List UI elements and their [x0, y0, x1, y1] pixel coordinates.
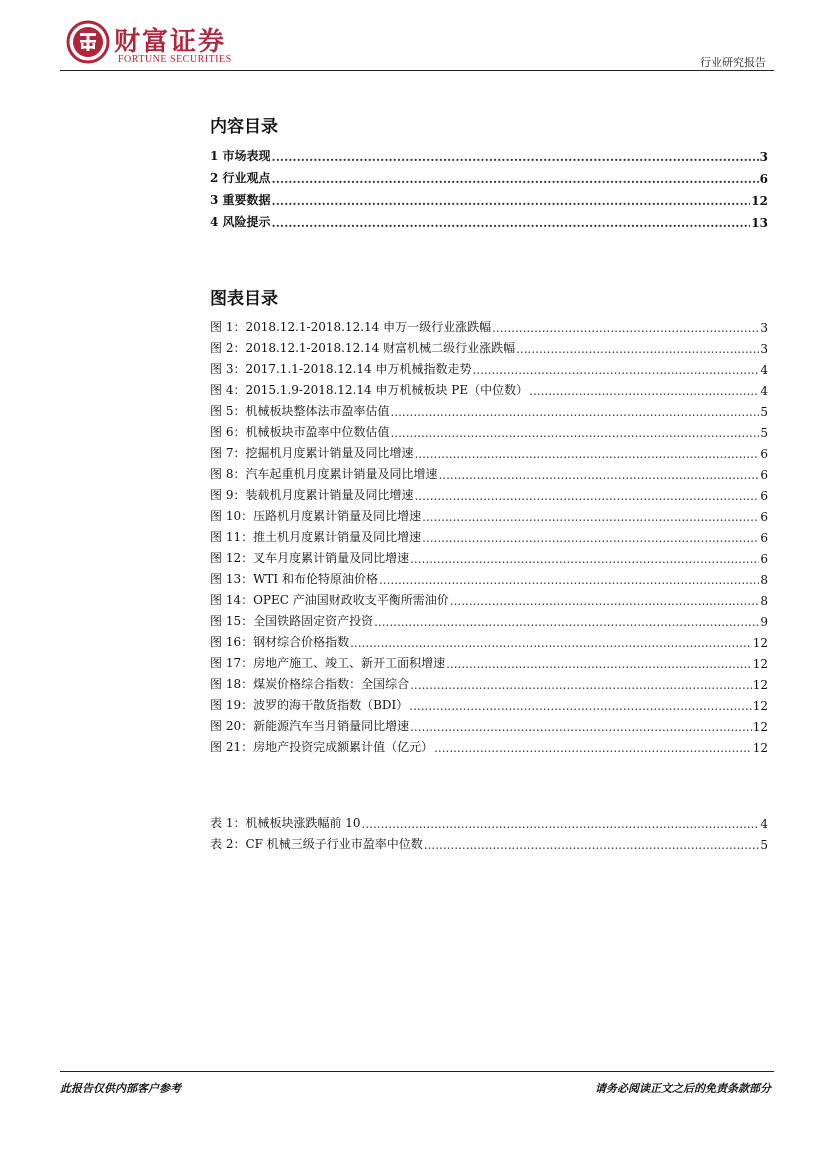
figure-entry-10[interactable] [210, 503, 768, 524]
figure-entry-label: 图 3：2017.1.1-2018.12.14 申万机械指数走势 [210, 362, 472, 376]
figure-entry-page: 12 [752, 657, 768, 671]
toc-leader [472, 363, 759, 377]
table-entry-label: 表 1：机械板块涨跌幅前 10 [210, 816, 361, 830]
figure-entry-page: 12 [752, 699, 768, 713]
figure-entry-11[interactable] [210, 524, 768, 545]
figure-entry-12[interactable] [210, 545, 768, 566]
figure-entry-page: 3 [760, 342, 768, 356]
toc-entry-page: 6 [759, 172, 768, 186]
figure-entry-page: 6 [760, 552, 768, 566]
header-divider [60, 70, 774, 71]
figure-entry-3[interactable] [210, 356, 768, 377]
fortune-seal-icon [66, 20, 110, 64]
figure-entry-1[interactable] [210, 314, 768, 335]
toc-leader [374, 615, 759, 629]
figure-entry-page: 6 [760, 447, 768, 461]
toc-leader [409, 699, 751, 713]
figures-list [210, 314, 768, 755]
figure-entry-label: 图 2：2018.12.1-2018.12.14 财富机械二级行业涨跌幅 [210, 341, 516, 355]
figure-entry-page: 8 [760, 594, 768, 608]
toc-leader [410, 552, 759, 566]
toc-entry-3[interactable] [210, 186, 768, 208]
toc-leader [272, 172, 759, 186]
toc-leader [422, 531, 759, 545]
toc-leader [529, 384, 759, 398]
toc-leader [410, 720, 752, 734]
figure-entry-16[interactable] [210, 629, 768, 650]
figure-entry-page: 4 [760, 384, 768, 398]
toc-entry-1[interactable] [210, 142, 768, 164]
brand-name-cn: 财富证券 [114, 27, 227, 57]
table-entry-page: 4 [760, 817, 768, 831]
figures-title: 图表目录 [210, 289, 278, 309]
figure-entry-page: 6 [760, 468, 768, 482]
toc-leader [362, 817, 760, 831]
company-logo [60, 18, 260, 68]
brand-name-en: FORTUNE SECURITIES [118, 54, 232, 65]
report-type: 行业研究报告 [700, 56, 766, 69]
figure-entry-page: 6 [760, 510, 768, 524]
figure-entry-label: 图 1：2018.12.1-2018.12.14 申万一级行业涨跌幅 [210, 320, 492, 334]
figure-entry-label: 图 21：房地产投资完成额累计值（亿元） [210, 740, 434, 754]
figure-entry-label: 图 10：压路机月度累计销量及同比增速 [210, 509, 422, 523]
toc-entry-page: 13 [751, 216, 768, 230]
figure-entry-page: 3 [760, 321, 768, 335]
figure-entry-9[interactable] [210, 482, 768, 503]
figure-entry-14[interactable] [210, 587, 768, 608]
contents-title: 内容目录 [210, 117, 278, 137]
figure-entry-label: 图 20：新能源汽车当月销量同比增速 [210, 719, 410, 733]
toc-leader [272, 194, 751, 208]
footer-disclaimer-left: 此报告仅供内部客户参考 [60, 1082, 181, 1095]
toc-leader [390, 426, 759, 440]
figure-entry-label: 图 15：全国铁路固定资产投资 [210, 614, 374, 628]
figure-entry-19[interactable] [210, 692, 768, 713]
figure-entry-page: 5 [760, 426, 768, 440]
figure-entry-label: 图 9：装载机月度累计销量及同比增速 [210, 488, 414, 502]
figure-entry-7[interactable] [210, 440, 768, 461]
figure-entry-label: 图 14：OPEC 产油国财政收支平衡所需油价 [210, 593, 449, 607]
toc-leader [450, 594, 760, 608]
figure-entry-label: 图 12：叉车月度累计销量及同比增速 [210, 551, 410, 565]
toc-leader [422, 510, 759, 524]
toc-leader [414, 489, 759, 503]
figure-entry-page: 6 [760, 489, 768, 503]
toc-leader [379, 573, 759, 587]
figure-entry-page: 8 [760, 573, 768, 587]
figure-entry-page: 12 [752, 678, 768, 692]
figure-entry-8[interactable] [210, 461, 768, 482]
figure-entry-label: 图 18：煤炭价格综合指数：全国综合 [210, 677, 410, 691]
figure-entry-label: 图 19：波罗的海干散货指数（BDI） [210, 698, 409, 712]
page-header [60, 18, 770, 68]
toc-leader [438, 468, 759, 482]
figure-entry-page: 5 [760, 405, 768, 419]
figure-entry-17[interactable] [210, 650, 768, 671]
figure-entry-13[interactable] [210, 566, 768, 587]
tables-list [210, 810, 768, 852]
figure-entry-label: 图 4：2015.1.9-2018.12.14 申万机械板块 PE（中位数） [210, 383, 529, 397]
toc-leader [272, 216, 751, 230]
footer-divider [60, 1071, 774, 1072]
figure-entry-4[interactable] [210, 377, 768, 398]
toc-leader [272, 150, 759, 164]
figure-entry-label: 图 8：汽车起重机月度累计销量及同比增速 [210, 467, 438, 481]
figure-entry-15[interactable] [210, 608, 768, 629]
table-entry-1[interactable] [210, 810, 768, 831]
table-entry-label: 表 2：CF 机械三级子行业市盈率中位数 [210, 837, 423, 851]
figure-entry-6[interactable] [210, 419, 768, 440]
figure-entry-label: 图 11：推土机月度累计销量及同比增速 [210, 530, 422, 544]
figure-entry-page: 12 [752, 636, 768, 650]
figure-entry-20[interactable] [210, 713, 768, 734]
toc-leader [390, 405, 759, 419]
toc-entry-label: 3 重要数据 [210, 193, 271, 207]
toc-entry-label: 4 风险提示 [210, 215, 271, 229]
figure-entry-page: 12 [752, 720, 768, 734]
toc-entry-label: 1 市场表现 [210, 149, 271, 163]
figure-entry-page: 6 [760, 531, 768, 545]
figure-entry-5[interactable] [210, 398, 768, 419]
toc-entry-page: 3 [759, 150, 768, 164]
toc-entry-2[interactable] [210, 164, 768, 186]
toc-entry-label: 2 行业观点 [210, 171, 271, 185]
figure-entry-21[interactable] [210, 734, 768, 755]
figure-entry-page: 9 [760, 615, 768, 629]
toc-entry-4[interactable] [210, 208, 768, 230]
footer-disclaimer-right: 请务必阅读正文之后的免责条款部分 [595, 1082, 771, 1095]
figure-entry-label: 图 6：机械板块市盈率中位数估值 [210, 425, 390, 439]
toc-leader [492, 321, 759, 335]
toc-leader [414, 447, 759, 461]
toc-leader [350, 636, 752, 650]
table-entry-2[interactable] [210, 831, 768, 852]
figure-entry-page: 12 [752, 741, 768, 755]
toc-leader [516, 342, 759, 356]
figure-entry-page: 4 [760, 363, 768, 377]
figure-entry-2[interactable] [210, 335, 768, 356]
figure-entry-label: 图 5：机械板块整体法市盈率估值 [210, 404, 390, 418]
figure-entry-label: 图 16：钢材综合价格指数 [210, 635, 350, 649]
figure-entry-label: 图 13：WTI 和布伦特原油价格 [210, 572, 378, 586]
contents-list [210, 142, 768, 230]
table-entry-page: 5 [760, 838, 768, 852]
figure-entry-18[interactable] [210, 671, 768, 692]
toc-leader [410, 678, 752, 692]
toc-entry-page: 12 [751, 194, 768, 208]
figure-entry-label: 图 17：房地产施工、竣工、新开工面积增速 [210, 656, 446, 670]
figure-entry-label: 图 7：挖掘机月度累计销量及同比增速 [210, 446, 414, 460]
toc-leader [446, 657, 752, 671]
toc-leader [434, 741, 752, 755]
toc-leader [424, 838, 760, 852]
